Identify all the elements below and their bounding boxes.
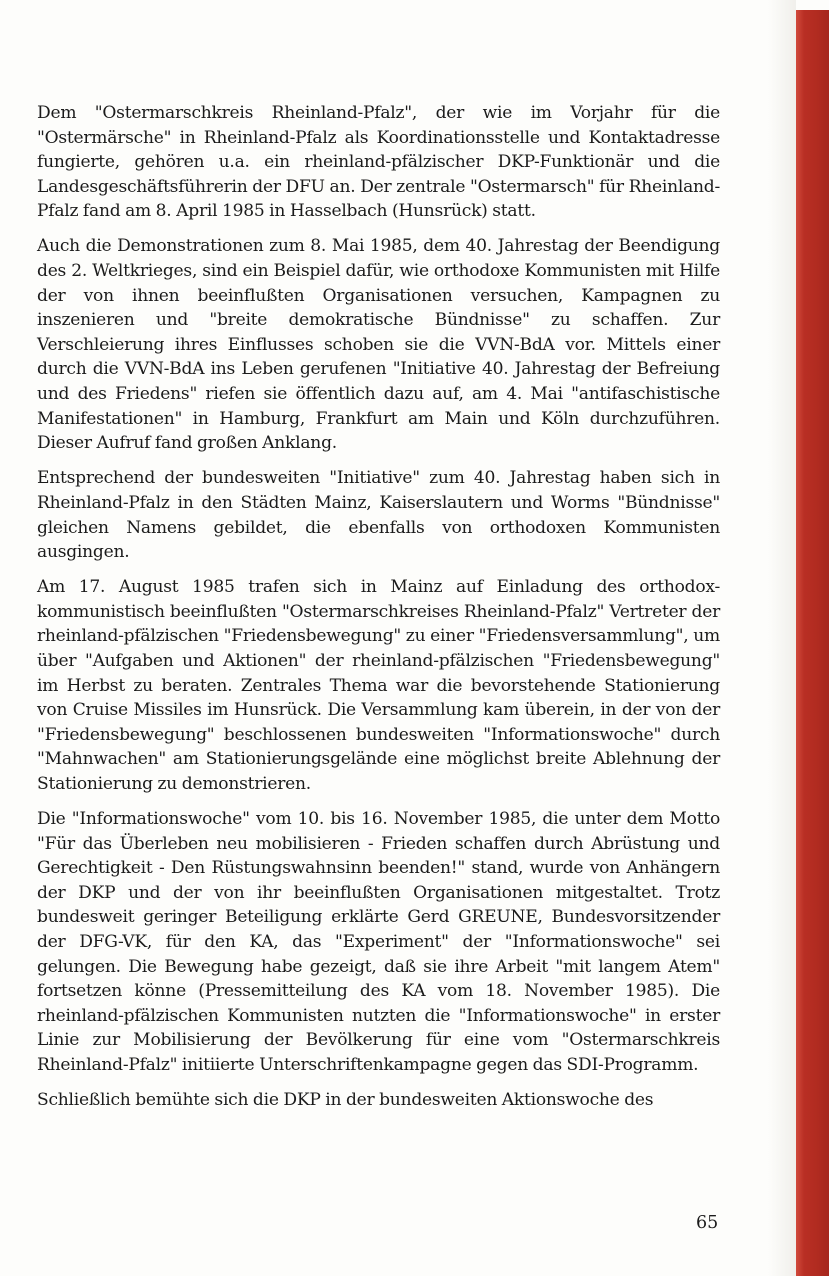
paragraph-ostermarsch: Dem "Ostermarschkreis Rheinland-Pfalz", der wie im Vorjahr für die "Ostermärsche" in Rheinland-Pfalz als Koordinationsstelle und Kontaktadresse fungierte, gehören u.a. ein rheinland-pfälzischer DKP-Funktionär und die Landesgeschäftsführerin der DFU an. Der zentrale "Ostermarsch" für Rheinland-Pfalz fand am 8. April 1985 in Hasselbach (Hunsrück) statt.	[37, 103, 720, 222]
paragraph-friedensversammlung: Am 17. August 1985 trafen sich in Mainz auf Einladung des orthodox-kommunistisch beeinflußten "Ostermarschkreises Rheinland-Pfalz" Vertreter der rheinland-pfälzischen "Friedensbewegung" zu einer "Friedensversammlung", um über "Aufgaben und Aktionen" der rheinland-pfälzischen "Friedensbewegung" im Herbst zu beraten. Zentrales Thema war die bevorstehende Stationierung von Cruise Missiles im Hunsrück. Die Versammlung kam überein, in der von der "Friedensbewegung" beschlossenen bundesweiten "Informationswoche" durch "Mahnwachen" am Stationierungsgelände eine möglichst breite Ablehnung der Stationierung zu demonstrieren.	[37, 577, 720, 794]
page-number: 65	[696, 1213, 719, 1233]
paragraph-8-mai: Auch die Demonstrationen zum 8. Mai 1985, dem 40. Jahrestag der Beendigung des 2. Weltkrieges, sind ein Beispiel dafür, wie orthodoxe Kommunisten mit Hilfe der von ihnen beeinflußten Organisationen versuchen, Kampagnen zu inszenieren und "breite demokratische Bündnisse" zu schaffen. Zur Verschleierung ihres Einflusses schoben sie die VVN-BdA vor. Mittels einer durch die VVN-BdA ins Leben gerufenen "Initiative 40. Jahrestag der Befreiung und des Friedens" riefen sie öffentlich dazu auf, am 4. Mai "antifaschistische Manifestationen" in Hamburg, Frankfurt am Main und Köln durchzuführen. Dieser Aufruf fand großen Anklang.	[37, 236, 720, 454]
paragraph-informationswoche: Die "Informationswoche" vom 10. bis 16. November 1985, die unter dem Motto "Für das Überleben neu mobilisieren - Frieden schaffen durch Abrüstung und Gerechtigkeit - Den Rüstungswahnsinn beenden!" stand, wurde von Anhängern der DKP und der von ihr beeinflußten Organisationen mitgestaltet. Trotz bundesweit geringer Beteiligung erklärte Gerd GREUNE, Bundesvorsitzender der DFG-VK, für den KA, das "Experiment" der "Informationswoche" sei gelungen. Die Bewegung habe gezeigt, daß sie ihre Arbeit "mit langem Atem" fortsetzen könne (Pressemitteilung des KA vom 18. November 1985). Die rheinland-pfälzischen Kommunisten nutzten die "Informationswoche" in erster Linie zur Mobilisierung der Bevölkerung für eine vom "Ostermarschkreis Rheinland-Pfalz" initiierte Unterschriftenkampagne gegen das SDI-Programm.	[37, 809, 720, 1075]
paragraph-aktionswoche: Schließlich bemühte sich die DKP in der bundesweiten Aktionswoche des	[37, 1090, 654, 1111]
body-text	[37, 101, 720, 1123]
book-spine-edge	[796, 10, 829, 1276]
paragraph-initiative: Entsprechend der bundesweiten "Initiative" zum 40. Jahrestag haben sich in Rheinland-Pfalz in den Städten Mainz, Kaiserslautern und Worms "Bündnisse" gleichen Namens gebildet, die ebenfalls von orthodoxen Kommunisten ausgingen.	[37, 468, 720, 563]
page-gutter-shadow	[768, 0, 796, 1276]
